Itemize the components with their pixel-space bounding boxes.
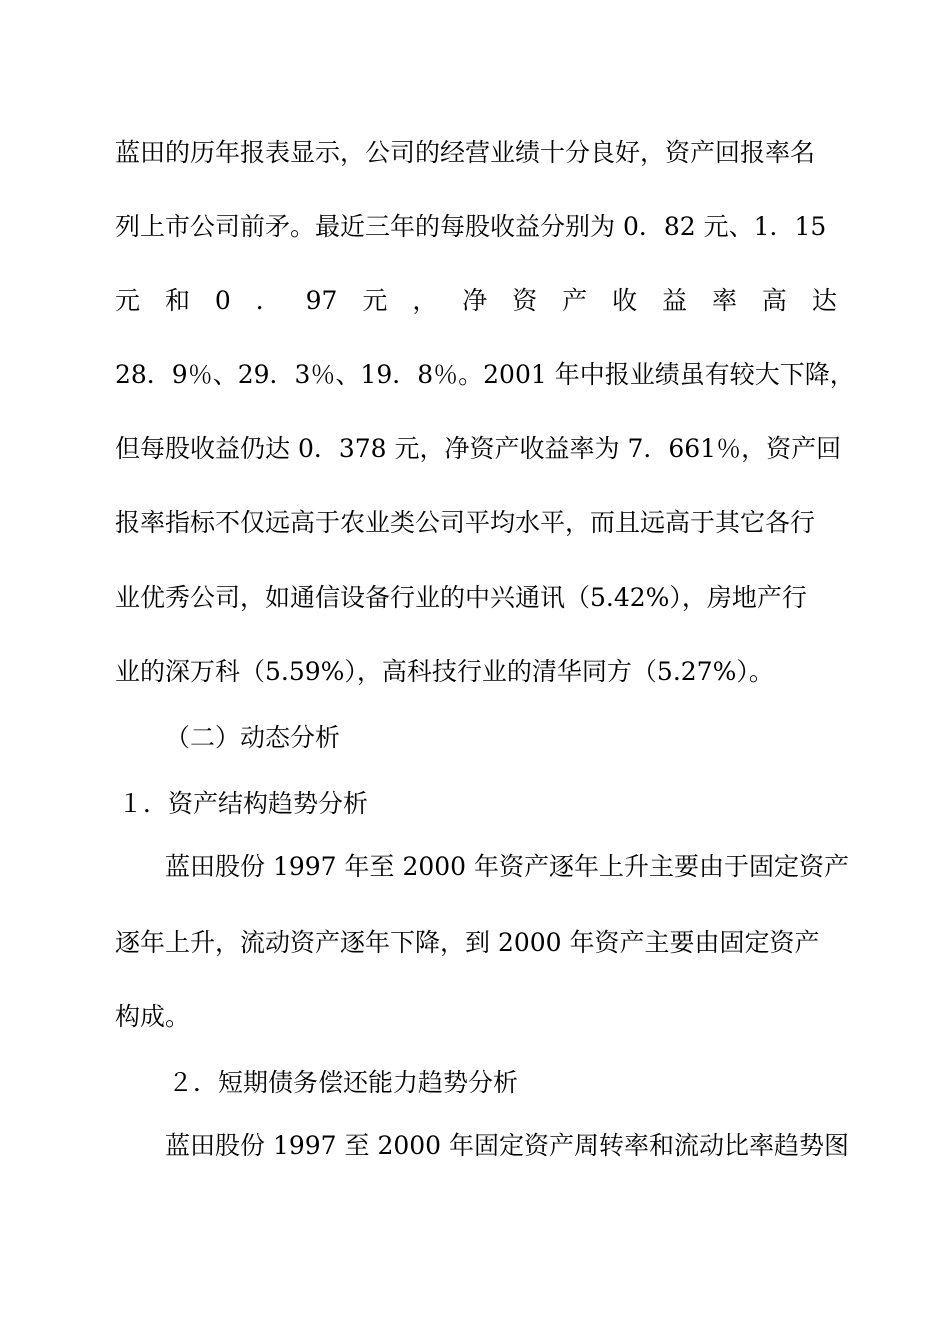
text-token: 元 bbox=[362, 286, 388, 315]
text-token: ． bbox=[255, 286, 281, 315]
text-token: 达 bbox=[811, 286, 837, 315]
paragraph-1-line-8: 业的深万科（5.59%），高科技行业的清华同方（5.27%）。 bbox=[115, 657, 774, 686]
text-token: 净 bbox=[462, 286, 488, 315]
paragraph-1-line-1: 蓝田的历年报表显示，公司的经营业绩十分良好，资产回报率名 bbox=[115, 138, 816, 167]
paragraph-1-line-6: 报率指标不仅远高于农业类公司平均水平，而且远高于其它各行 bbox=[115, 508, 816, 537]
subheading-asset-structure-trend: １．资产结构趋势分析 bbox=[118, 789, 369, 818]
section-heading-dynamic-analysis: （二）动态分析 bbox=[165, 723, 341, 752]
text-token: 高 bbox=[761, 286, 787, 315]
paragraph-1-line-4: 28．9％、29．3％、19．8％。2001 年中报业绩虽有较大下降， bbox=[115, 360, 855, 389]
text-token: 益 bbox=[662, 286, 688, 315]
text-token: ， bbox=[412, 286, 438, 315]
subheading-short-term-debt-trend: ２．短期债务偿还能力趋势分析 bbox=[168, 1068, 519, 1097]
text-token: 率 bbox=[711, 286, 737, 315]
paragraph-3-line-1: 蓝田股份 1997 至 2000 年固定资产周转率和流动比率趋势图 bbox=[165, 1131, 850, 1160]
text-token: 资 bbox=[512, 286, 538, 315]
paragraph-2-line-2: 逐年上升，流动资产逐年下降，到 2000 年资产主要由固定资产 bbox=[115, 928, 820, 957]
text-token: 97 bbox=[305, 286, 338, 315]
paragraph-1-line-3 bbox=[115, 284, 837, 318]
text-token: 和 bbox=[164, 286, 190, 315]
paragraph-1-line-5: 但每股收益仍达 0．378 元，净资产收益率为 7．661％，资产回 bbox=[115, 434, 842, 463]
paragraph-1-line-7: 业优秀公司，如通信设备行业的中兴通讯（5.42%），房地产行 bbox=[115, 583, 807, 612]
paragraph-2-line-1: 蓝田股份 1997 年至 2000 年资产逐年上升主要由于固定资产 bbox=[165, 852, 850, 881]
text-token: 产 bbox=[562, 286, 588, 315]
paragraph-2-line-3: 构成。 bbox=[115, 1002, 191, 1031]
paragraph-1-line-2: 列上市公司前矛。最近三年的每股收益分别为 0．82 元、1．15 bbox=[115, 212, 827, 241]
text-token: 0 bbox=[214, 286, 231, 315]
text-token: 收 bbox=[612, 286, 638, 315]
text-token: 元 bbox=[115, 286, 141, 315]
